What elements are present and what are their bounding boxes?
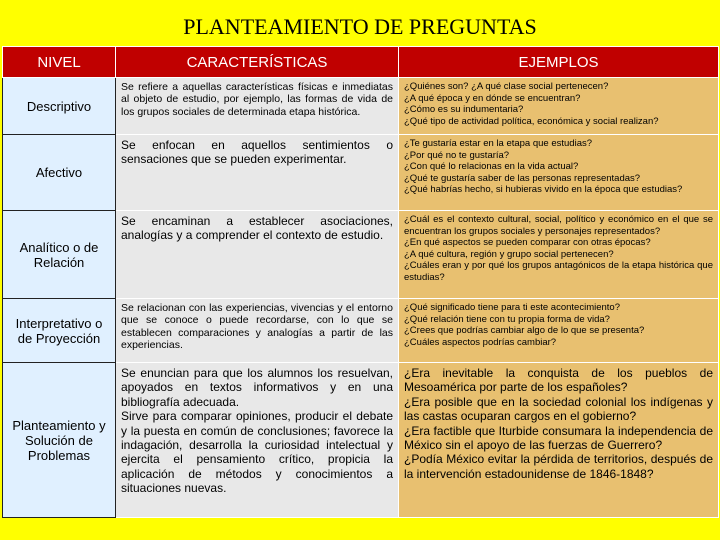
- nivel-cell: Interpretativo o de Proyección: [3, 299, 116, 363]
- nivel-cell: Descriptivo: [3, 78, 116, 135]
- table-row: [3, 211, 719, 299]
- table-row: [3, 363, 719, 518]
- caracteristicas-cell: Se enfocan en aquellos sentimientos o sensaciones que se pueden experimentar.: [116, 135, 399, 211]
- header-ejemplos: EJEMPLOS: [399, 47, 719, 78]
- caracteristicas-cell: Se relacionan con las experiencias, vivencias y el entorno que se conoce o puede recordarse, con lo que se establecen comparaciones y analogías a partir de las experiencias.: [116, 299, 399, 363]
- nivel-cell: Analítico o de Relación: [3, 211, 116, 299]
- ejemplos-cell: ¿Quiénes son? ¿A qué clase social pertenecen? ¿A qué época y en dónde se encuentran? ¿Cómo es su indumentaria? ¿Qué tipo de actividad política, económica y social realizan?: [399, 78, 719, 135]
- table-row: [3, 78, 719, 135]
- ejemplos-cell: ¿Cuál es el contexto cultural, social, político y económico en el que se encuentran los grupos sociales y personajes representados? ¿En qué aspectos se pueden comparar con otras épocas? ¿A qué cultura, región y grupo social pertenecen? ¿Cuáles eran y por qué los grupos antagónicos de la etapa histórica que estudias?: [399, 211, 719, 299]
- caracteristicas-cell: Se encaminan a establecer asociaciones, analogías y a comprender el contexto de estudio.: [116, 211, 399, 299]
- ejemplos-cell: ¿Era inevitable la conquista de los pueblos de Mesoamérica por parte de los españoles? ¿Era posible que en la sociedad colonial los indígenas y las castas ocuparan cargos en el gobierno? ¿Era factible que Iturbide consumara la independencia de México sin el apoyo de las fuerzas de Guerrero? ¿Podía México evitar la pérdida de territorios, después de la intervención estadounidense de 1846-1848?: [399, 363, 719, 518]
- questions-table: [2, 46, 719, 518]
- table-row: [3, 299, 719, 363]
- page-title: PLANTEAMIENTO DE PREGUNTAS: [183, 14, 537, 39]
- nivel-cell: Planteamiento y Solución de Problemas: [3, 363, 116, 518]
- header-row: [3, 47, 719, 78]
- nivel-cell: Afectivo: [3, 135, 116, 211]
- caracteristicas-cell: Se enuncian para que los alumnos los resuelvan, apoyados en textos informativos y en una bibliografía adecuada. Sirve para comparar opiniones, producir el debate y la puesta en común de conclusiones; favorece la indagación, desarrolla la curiosidad intelectual y ejercita el pensamiento crítico, propicia la aplicación de métodos y conocimientos a situaciones nuevas.: [116, 363, 399, 518]
- ejemplos-cell: ¿Qué significado tiene para ti este acontecimiento? ¿Qué relación tiene con tu propia forma de vida? ¿Crees que podrías cambiar algo de lo que se presenta? ¿Cuáles aspectos podrías cambiar?: [399, 299, 719, 363]
- table-row: [3, 135, 719, 211]
- caracteristicas-cell: Se refiere a aquellas características físicas e inmediatas al objeto de estudio, por ejemplo, las formas de vida de los grupos sociales de determinada etapa histórica.: [116, 78, 399, 135]
- ejemplos-cell: ¿Te gustaría estar en la etapa que estudias? ¿Por qué no te gustaría? ¿Con qué lo relacionas en la vida actual? ¿Qué te gustaría saber de las personas representadas? ¿Qué habrías hecho, si hubieras vivido en la época que estudias?: [399, 135, 719, 211]
- header-nivel: NIVEL: [3, 47, 116, 78]
- header-caracteristicas: CARACTERÍSTICAS: [116, 47, 399, 78]
